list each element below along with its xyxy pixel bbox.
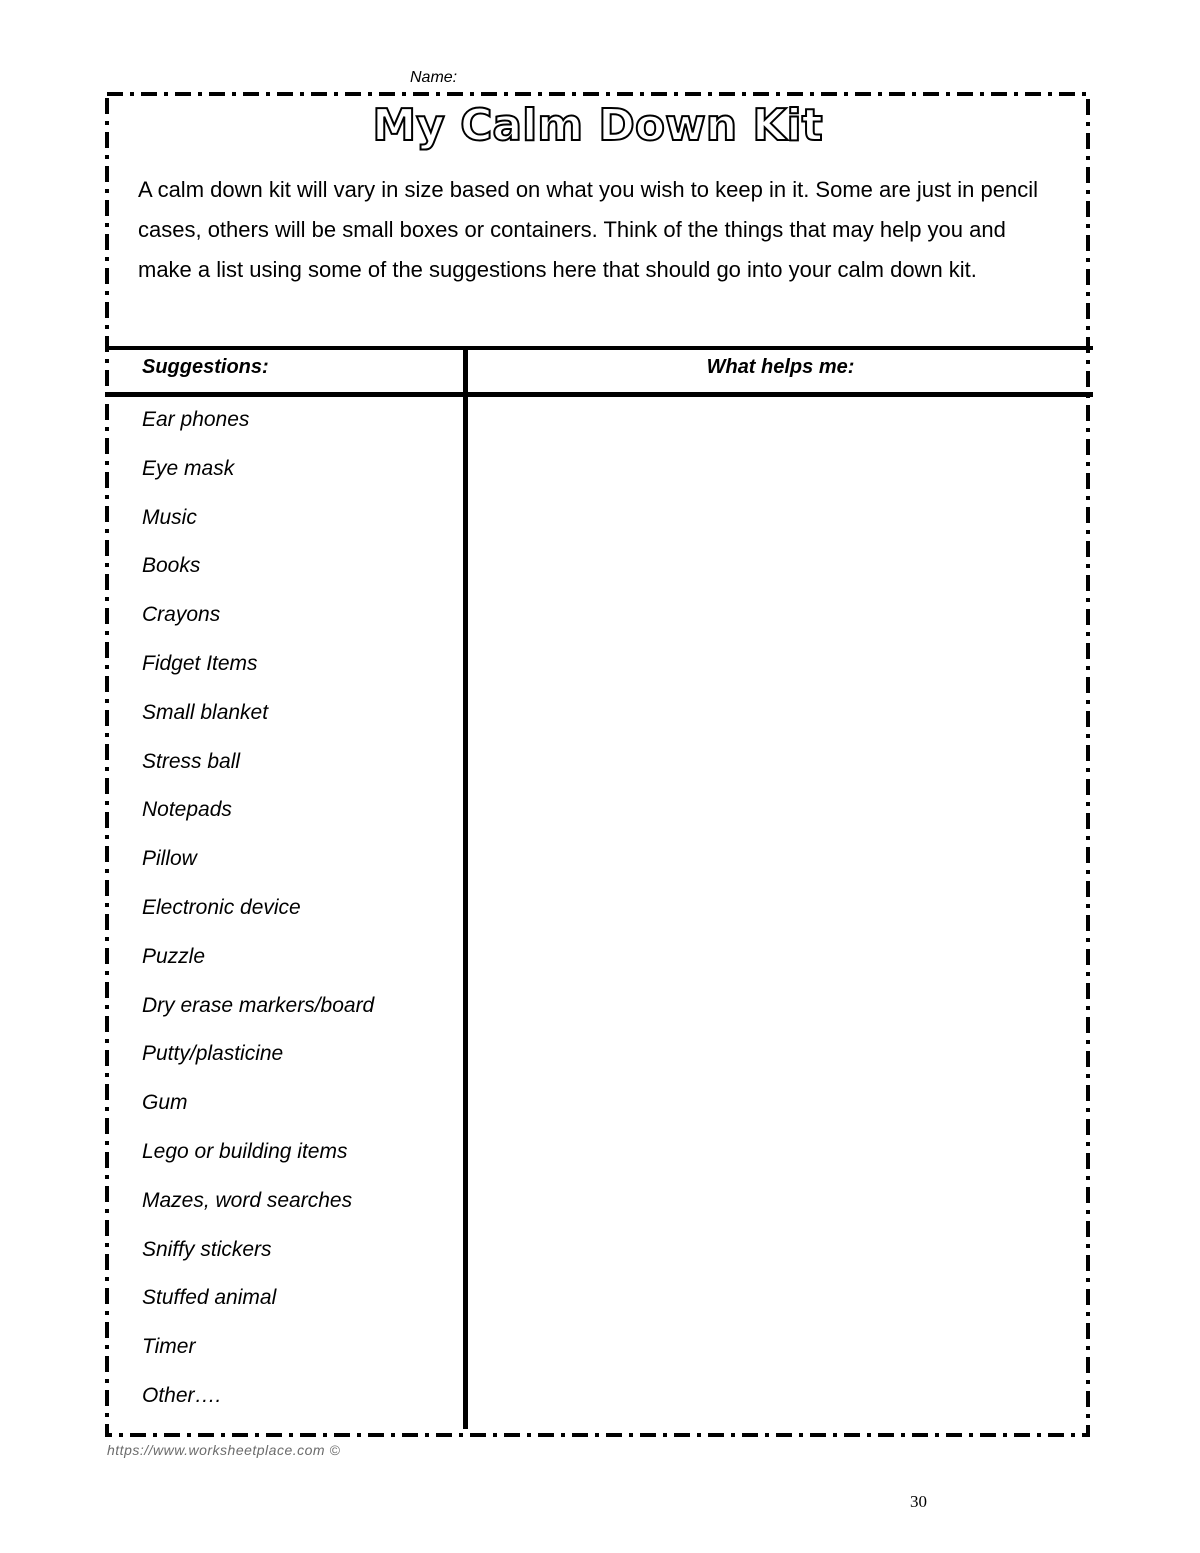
page-title: My Calm Down Kit	[372, 100, 823, 151]
suggestion-list	[142, 404, 374, 1429]
name-label: Name:	[410, 69, 458, 86]
table-column-divider	[463, 346, 468, 1429]
suggestion-item: Notepads	[142, 798, 232, 822]
suggestion-item: Eye mask	[142, 456, 235, 480]
suggestion-item: Crayons	[142, 603, 221, 627]
suggestion-item: Sniffy stickers	[142, 1237, 272, 1261]
suggestion-item: Electronic device	[142, 895, 301, 919]
suggestions-table	[105, 346, 1090, 1437]
column-header-suggestions: Suggestions:	[142, 356, 269, 378]
page-number: 30	[910, 1492, 927, 1511]
suggestion-item: Stress ball	[142, 749, 241, 773]
suggestion-item: Music	[142, 505, 197, 529]
table-top-rule	[105, 346, 1093, 350]
table-header-rule	[105, 392, 1093, 397]
suggestion-item: Timer	[142, 1335, 196, 1359]
suggestion-item: Lego or building items	[142, 1139, 348, 1163]
suggestion-item: Gum	[142, 1091, 188, 1115]
suggestion-item: Other….	[142, 1383, 222, 1407]
column-header-what-helps-me: What helps me:	[706, 356, 855, 378]
footer-url: https://www.worksheetplace.com ©	[107, 1442, 341, 1458]
worksheet-frame	[105, 92, 1090, 1437]
suggestion-item: Stuffed animal	[142, 1286, 277, 1310]
suggestion-item: Books	[142, 554, 201, 578]
suggestion-item: Putty/plasticine	[142, 1042, 284, 1066]
suggestion-item: Fidget Items	[142, 651, 258, 675]
intro-paragraph: A calm down kit will vary in size based on what you wish to keep in it. Some are just in pencil cases, others will be small boxes or containers. Think of the things that may help you and make a list using some of the suggestions here that should go into your calm down kit.	[138, 177, 1038, 282]
suggestion-item: Dry erase markers/board	[142, 993, 375, 1017]
suggestion-item: Puzzle	[142, 944, 206, 968]
suggestion-item: Mazes, word searches	[142, 1188, 353, 1212]
suggestion-item: Ear phones	[142, 408, 250, 431]
suggestion-item: Small blanket	[142, 700, 269, 724]
suggestion-item: Pillow	[142, 847, 197, 871]
